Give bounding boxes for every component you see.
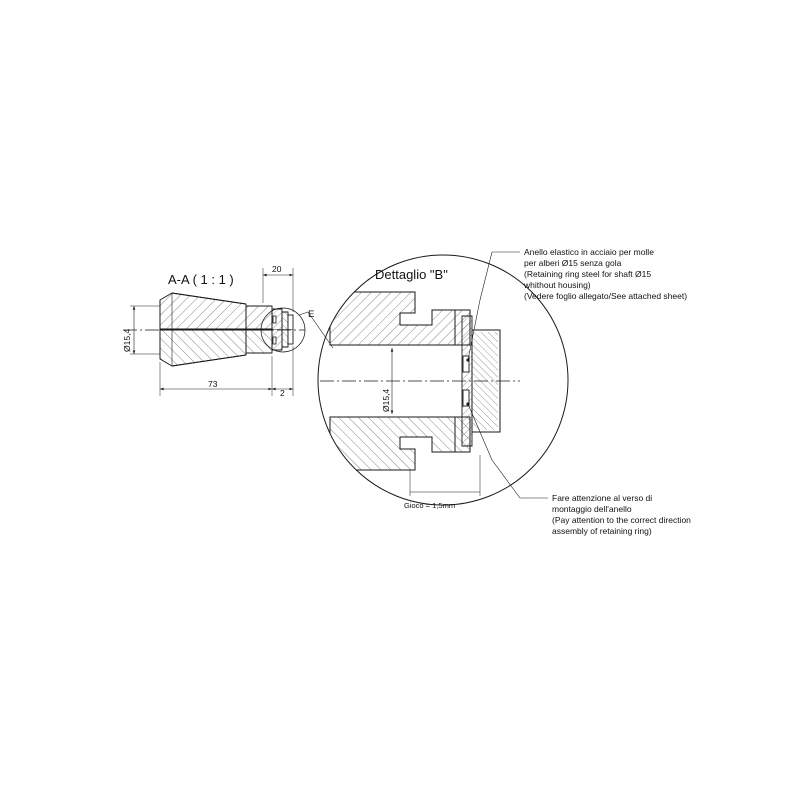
annotation-bottom [552, 493, 691, 536]
annotation-top [523, 247, 687, 301]
detail-marker-label: E [308, 309, 315, 320]
dim-diameter-section-label: Ø15,4 [122, 328, 132, 352]
annotation-top-line5: (Vedere foglio allegato/See attached sheet) [524, 291, 688, 301]
annotation-top-line1: Anello elastico in acciaio per molle [524, 247, 654, 257]
annotation-bottom-line4: assembly of retaining ring) [552, 526, 652, 536]
section-title: A-A ( 1 : 1 ) [168, 272, 234, 287]
section-view-aa [123, 268, 308, 396]
dim-length-total-label: 73 [208, 379, 218, 389]
dim-diameter-detail-label: Ø15,4 [381, 388, 391, 412]
annotation-bottom-line3: (Pay attention to the correct direction [552, 515, 691, 525]
detail-title: Dettaglio "B" [375, 267, 448, 282]
dim-length-small-label: 2 [280, 388, 285, 398]
annotation-top-line2: per alberi Ø15 senza gola [524, 258, 622, 268]
annotation-bottom-line2: montaggio dell'anello [552, 504, 632, 514]
dim-length-tip-label: 20 [272, 264, 282, 274]
dim-clearance-label: Gioco = 1,5mm [404, 501, 456, 510]
dim-tip-section [263, 268, 293, 312]
annotation-top-line3: (Retaining ring steel for shaft Ø15 [524, 269, 652, 279]
annotation-bottom-line1: Fare attenzione al verso di [552, 493, 653, 503]
annotation-top-line4: whithout housing) [524, 280, 591, 290]
